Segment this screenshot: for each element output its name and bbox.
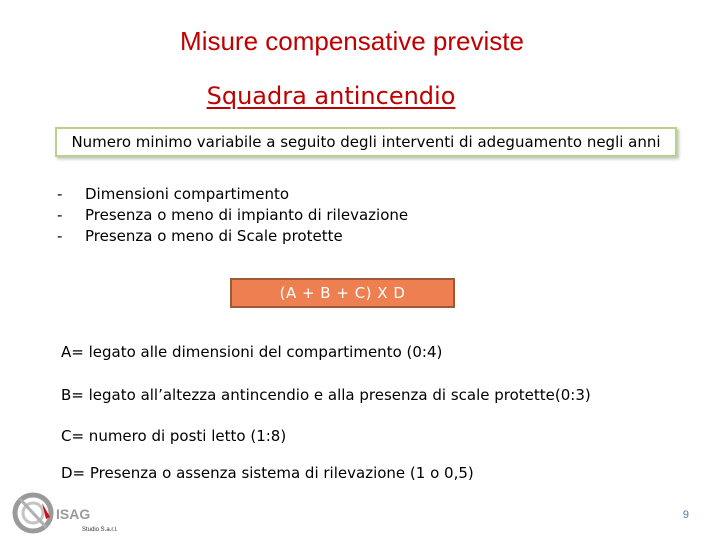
bullet-item bbox=[57, 205, 408, 226]
bullet-text: Dimensioni compartimento bbox=[85, 185, 290, 203]
bullet-item bbox=[57, 226, 408, 247]
definition-c: C= numero di posti letto (1:8) bbox=[61, 427, 287, 445]
bullet-marker: - bbox=[57, 185, 63, 203]
company-logo bbox=[6, 489, 126, 535]
bullet-list bbox=[57, 184, 408, 247]
bullet-marker: - bbox=[57, 206, 63, 224]
definition-d: D= Presenza o assenza sistema di rilevazione (1 o 0,5) bbox=[61, 464, 474, 482]
bullet-text: Presenza o meno di Scale protette bbox=[85, 227, 343, 245]
slide-subtitle: Squadra antincendio bbox=[206, 82, 456, 110]
highlight-box-text: Numero minimo variabile a seguito degli interventi di adeguamento negli anni bbox=[71, 133, 661, 151]
slide-title: Misure compensative previste bbox=[180, 26, 524, 56]
formula-text: (A + B + C) X D bbox=[279, 284, 406, 302]
bullet-item bbox=[57, 184, 408, 205]
formula-box bbox=[230, 278, 455, 308]
definition-a: A= legato alle dimensioni del compartimento (0:4) bbox=[61, 343, 443, 361]
bullet-text: Presenza o meno di impianto di rilevazione bbox=[85, 206, 409, 224]
bullet-marker: - bbox=[57, 227, 63, 245]
definition-b: B= legato all’altezza antincendio e alla presenza di scale protette(0:3) bbox=[61, 386, 591, 404]
highlight-box bbox=[55, 127, 677, 157]
logo-text: ISAG bbox=[56, 506, 91, 522]
page-number: 9 bbox=[682, 509, 689, 521]
logo-caption: Studio S.a.r.l. bbox=[82, 527, 118, 533]
logo-graphic bbox=[6, 489, 126, 535]
